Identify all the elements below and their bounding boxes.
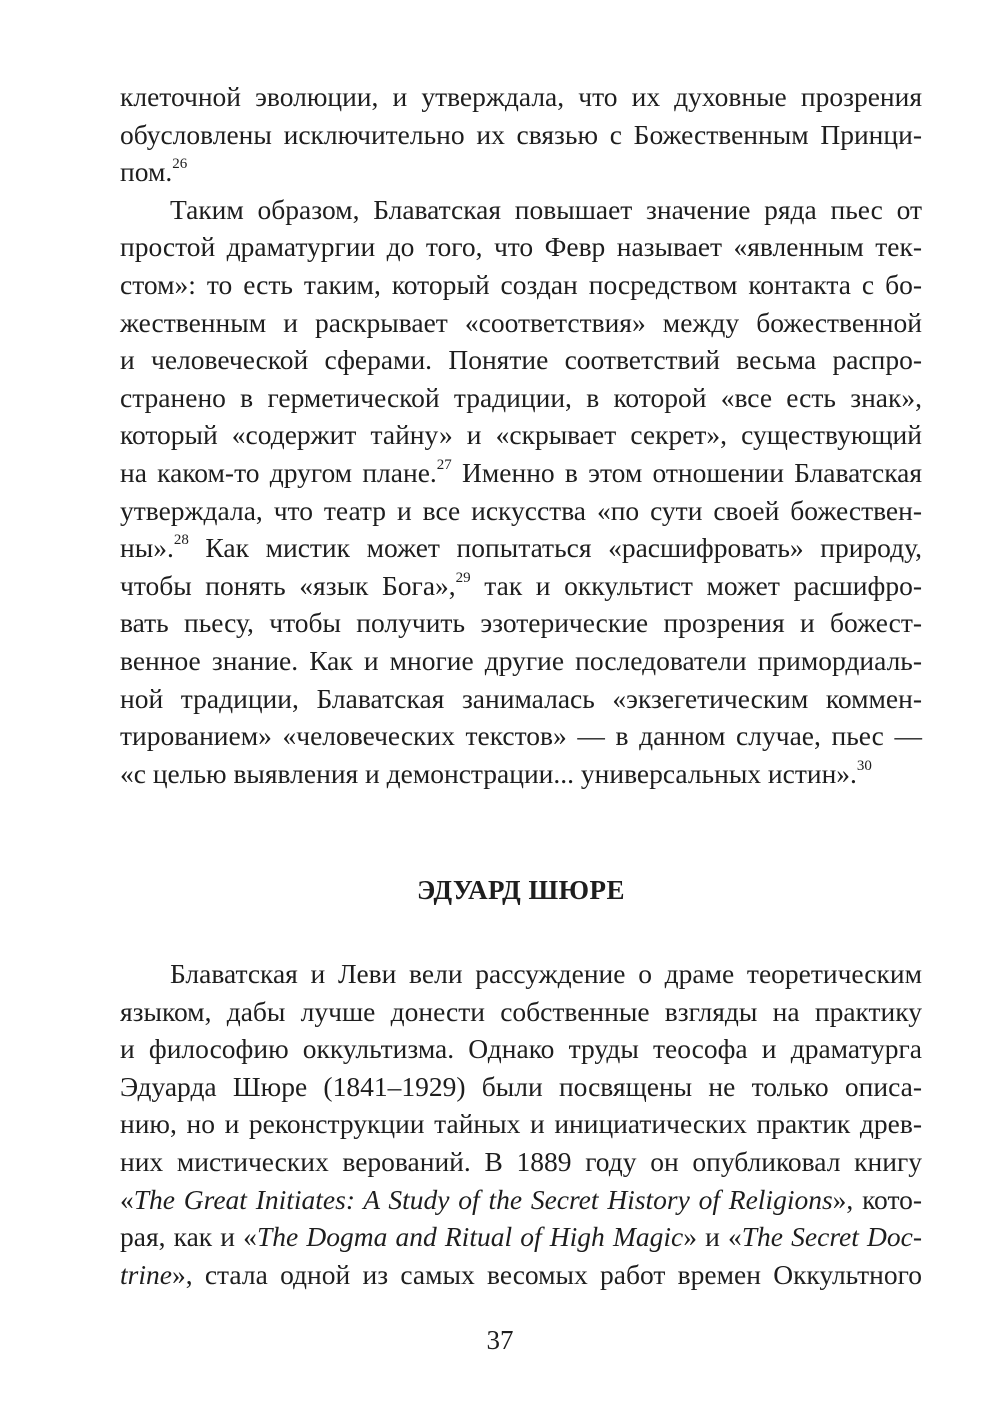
text-line: ны».$^{28}$ Как мистик может попытаться «расшифровать» природу, — [120, 531, 922, 564]
text-line: странено в герметической традиции, в которой «все есть знак», — [120, 381, 922, 413]
text-line: венное знание. Как и многие другие последователи примордиаль- — [120, 644, 922, 676]
text-line: «The Great Initiates: A Study of the Secret History of Religions», кото- — [120, 1183, 923, 1215]
text-line: чтобы понять «язык Бога»,$^{29}$ так и оккультист может расшифро- — [120, 569, 922, 601]
page-number: 37 — [486, 1325, 514, 1355]
footnote-ref-28[interactable]: 28 — [173, 531, 189, 548]
book-title: trine — [120, 1258, 172, 1290]
text-line: на каком-то другом плане.$^{27}$ Именно в этом отношении Блаватская — [120, 456, 922, 488]
text-line: рая, как и «The Dogma and Ritual of High Magic» и «The Secret Doc- — [120, 1221, 922, 1253]
text-line: пом.$^{26}$ — [120, 156, 188, 188]
text-line: Блаватская и Леви вели рассуждение о драме теоретическим — [170, 958, 922, 989]
text-line: «с целью выявления и демонстрации... универсальных истин».$^{30}$ — [120, 757, 872, 789]
book-title: The Great Initiates: A Study of the Secret History of Religions — [133, 1183, 833, 1215]
footnote-ref-26[interactable]: 26 — [172, 156, 188, 173]
text-line: вать пьесу, чтобы получить эзотерические прозрения и божест- — [120, 607, 922, 639]
text-line: утверждала, что театр и все искусства «по сути своей божествен- — [120, 494, 922, 526]
book-title: The Secret Doc- — [741, 1221, 922, 1253]
section-heading: ЭДУАРД ШЮРЕ — [416, 875, 626, 905]
text-line: который «содержит тайну» и «скрывает секрет», существующий — [120, 419, 922, 451]
text-line: клеточной эволюции, и утверждала, что их духовные прозрения — [120, 81, 922, 112]
footnote-ref-30[interactable]: 30 — [856, 757, 872, 774]
text-line: них мистических верований. В 1889 году он опубликовал книгу — [120, 1145, 922, 1177]
text-line: и философию оккультизма. Однако труды теософа и драматурга — [120, 1033, 922, 1065]
paragraph-3 — [120, 955, 922, 1293]
book-title: The Dogma and Ritual of High Magic — [256, 1221, 684, 1253]
text-line: ной традиции, Блаватская занималась «экзегетическим коммен- — [120, 682, 922, 714]
text-line: и человеческой сферами. Понятие соответствий весьма распро- — [120, 344, 922, 376]
text-line: Эдуарда Шюре (1841–1929) были посвящены не только описа- — [120, 1070, 922, 1102]
text-line: простой драматургии до того, что Февр называет «явленным тек- — [120, 231, 922, 263]
text-line: стом»: то есть таким, который создан посредством контакта с бо- — [120, 268, 922, 300]
paragraph-1 — [120, 78, 922, 792]
text-line: тированием» «человеческих текстов» — в данном случае, пьес — — [120, 720, 922, 752]
footnote-ref-27[interactable]: 27 — [436, 456, 452, 473]
text-line: trine», стала одной из самых весомых работ времен Оккультного — [120, 1258, 922, 1290]
text-line: нию, но и реконструкции тайных и инициатических практик древ- — [120, 1108, 922, 1140]
footnote-ref-29[interactable]: 29 — [455, 569, 471, 586]
text-line: языком, дабы лучше донести собственные взгляды на практику — [120, 995, 922, 1027]
text-line: обусловлены исключительно их связью с Божественным Принци- — [120, 118, 922, 150]
text-line: Таким образом, Блаватская повышает значение ряда пьес от — [170, 193, 922, 225]
text-line: жественным и раскрывает «соответствия» между божественной — [120, 306, 922, 338]
